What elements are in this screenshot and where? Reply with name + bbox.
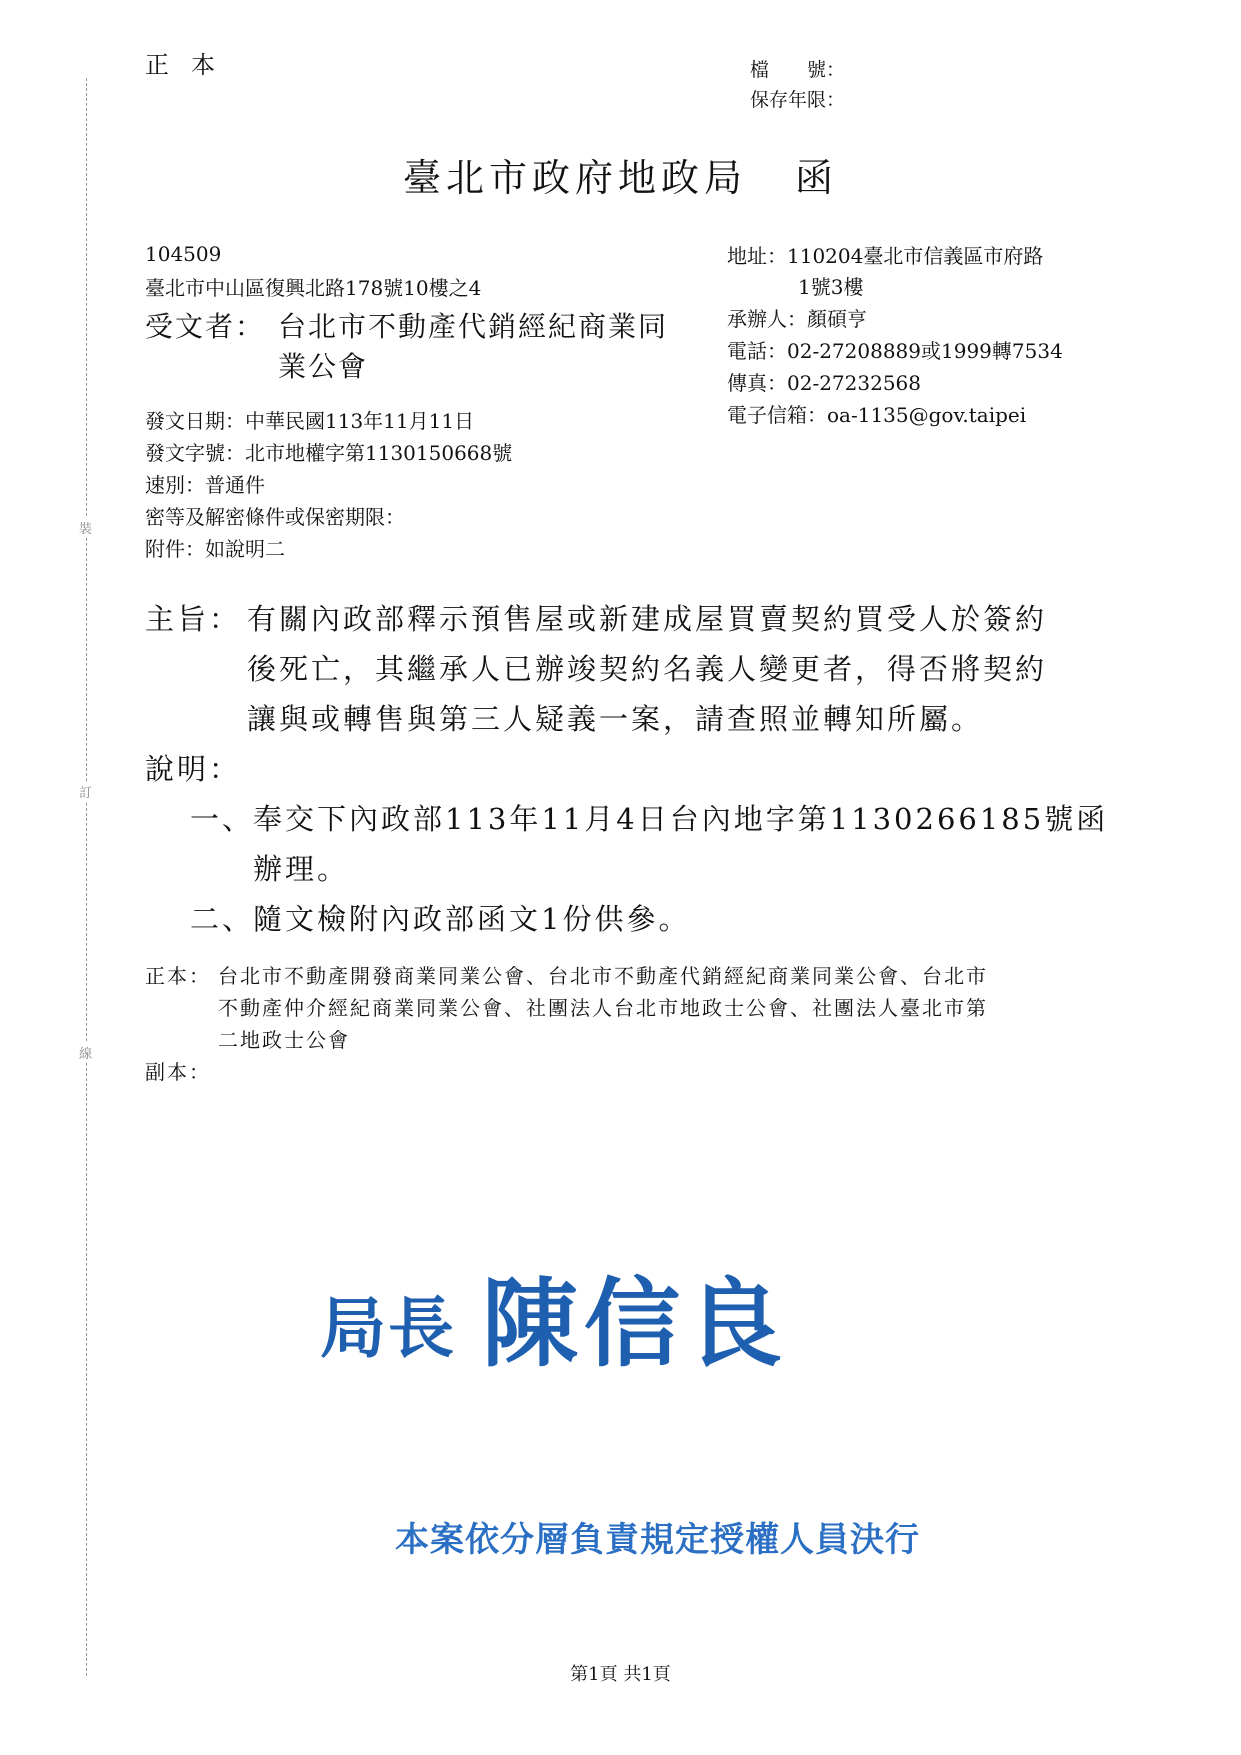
agency-address-line2: 1號3樓	[798, 275, 864, 299]
binding-line	[86, 78, 87, 1676]
director-title: 局長	[320, 1289, 456, 1367]
copy-recipients-label: 副本：	[145, 1060, 211, 1084]
director-seal-stamp	[320, 1248, 788, 1385]
explanation-item1-line2: 辦理。	[253, 852, 350, 886]
delivery-speed: 速別：普通件	[145, 473, 265, 497]
phone: 電話：02-27208889或1999轉7534	[727, 339, 1063, 363]
page-number: 第1頁 共1頁	[570, 1664, 671, 1685]
original-recipients-line3: 二地政士公會	[218, 1028, 350, 1052]
original-recipients-line1: 台北市不動產開發商業同業公會、台北市不動產代銷經紀商業同業公會、台北市	[218, 964, 988, 988]
binding-mark-xian: 線	[79, 1043, 92, 1062]
subject-line3: 讓與或轉售與第三人疑義一案，請查照並轉知所屬。	[247, 702, 984, 736]
recipient-name-line1: 台北市不動產代銷經紀商業同	[278, 310, 669, 343]
binding-mark-zhuang: 裝	[79, 518, 92, 537]
file-number-label: 檔 號：	[750, 59, 846, 81]
recipient-label: 受文者：	[145, 310, 266, 343]
original-recipients-line2: 不動產仲介經紀商業同業公會、社團法人台北市地政士公會、社團法人臺北市第	[218, 996, 988, 1020]
explanation-item2-number: 二、	[190, 902, 255, 936]
director-name: 陳信良	[482, 1267, 788, 1380]
issue-date: 發文日期：中華民國113年11月11日	[145, 409, 475, 433]
agency-name: 臺北市政府地政局	[402, 156, 747, 200]
retention-period-label: 保存年限：	[750, 89, 846, 111]
attachment: 附件：如說明二	[145, 537, 285, 561]
agency-address-line1: 地址：110204臺北市信義區市府路	[727, 244, 1044, 268]
explanation-item1-line1: 奉交下內政部113年11月4日台內地字第1130266185號函	[253, 802, 1109, 836]
subject-line2: 後死亡，其繼承人已辦竣契約名義人變更者，得否將契約	[247, 652, 1048, 686]
security-level: 密等及解密條件或保密期限：	[145, 505, 405, 529]
subject-line1: 有關內政部釋示預售屋或新建成屋買賣契約買受人於簽約	[247, 602, 1048, 636]
copy-type-label: 正本	[145, 51, 237, 79]
explanation-item1-number: 一、	[190, 802, 255, 836]
authorization-stamp: 本案依分層負責規定授權人員決行	[395, 1520, 920, 1560]
handler: 承辦人：顏碩亨	[727, 307, 867, 331]
recipient-address: 臺北市中山區復興北路178號10樓之4	[145, 276, 482, 300]
subject-label: 主旨：	[145, 602, 242, 636]
document-type: 函	[795, 156, 839, 200]
document-title	[0, 147, 1241, 202]
fax: 傳真：02-27232568	[727, 371, 922, 395]
binding-mark-ding: 訂	[79, 782, 92, 801]
explanation-label: 說明：	[145, 752, 242, 786]
original-recipients-label: 正本：	[145, 964, 211, 988]
recipient-name-line2: 業公會	[278, 350, 369, 383]
email: 電子信箱：oa-1135@gov.taipei	[727, 403, 1027, 427]
document-number: 發文字號：北市地權字第1130150668號	[145, 441, 513, 465]
postal-code: 104509	[145, 242, 222, 266]
explanation-item2-text: 隨文檢附內政部函文1份供參。	[253, 902, 691, 936]
